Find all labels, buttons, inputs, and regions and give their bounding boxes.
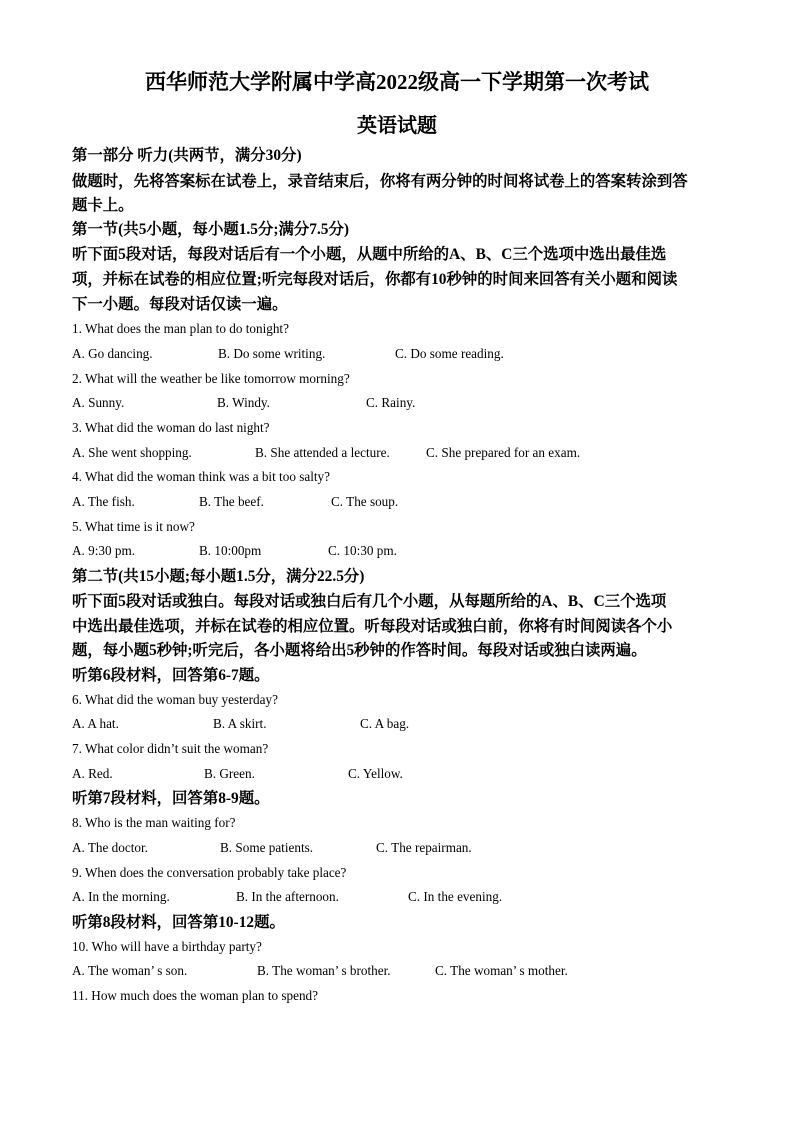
option-a: A. The woman’ s son. [72, 963, 188, 978]
options-row [72, 542, 722, 560]
section1-instructions-line: 下一小题。每段对话仅读一遍。 [72, 296, 288, 313]
material-heading: 听第8段材料，回答第10-12题。 [72, 914, 285, 931]
option-b: B. In the afternoon. [236, 889, 339, 904]
option-c: C. In the evening. [408, 889, 503, 904]
option-b: B. Do some writing. [218, 346, 326, 361]
instructions-line: 题卡上。 [72, 197, 134, 214]
option-b: B. She attended a lecture. [255, 445, 390, 460]
options-row [72, 962, 722, 980]
options-row [72, 839, 722, 857]
section1-instructions-line: 听下面5段对话，每段对话后有一个小题，从题中所给的A、B、C三个选项中选出最佳选 [72, 246, 667, 263]
question-stem: 4. What did the woman think was a bit too salty? [72, 469, 330, 484]
question-stem: 8. Who is the man waiting for? [72, 815, 236, 830]
option-b: B. Green. [204, 766, 255, 781]
option-a: A. Red. [72, 766, 113, 781]
part1-heading: 第一部分 听力(共两节，满分30分) [72, 147, 302, 164]
question-stem: 1. What does the man plan to do tonight? [72, 321, 289, 336]
options-row [72, 715, 722, 733]
option-c: C. She prepared for an exam. [426, 445, 581, 460]
options-row [72, 765, 722, 783]
options-row [72, 394, 722, 412]
option-c: C. Rainy. [366, 395, 416, 410]
section1-heading: 第一节(共5小题，每小题1.5分;满分7.5分) [72, 221, 350, 238]
question-stem: 7. What color didn’t suit the woman? [72, 741, 269, 756]
option-c: C. The soup. [331, 494, 399, 509]
options-row [72, 888, 722, 906]
material-heading: 听第7段材料，回答第8-9题。 [72, 790, 270, 807]
question-stem: 3. What did the woman do last night? [72, 420, 270, 435]
option-a: A. She went shopping. [72, 445, 192, 460]
option-b: B. Some patients. [220, 840, 314, 855]
option-c: C. Do some reading. [395, 346, 504, 361]
question-stem: 9. When does the conversation probably take place? [72, 865, 347, 880]
options-row [72, 493, 722, 511]
question-stem: 11. How much does the woman plan to spend? [72, 988, 318, 1003]
option-b: B. Windy. [217, 395, 270, 410]
options-row [72, 444, 722, 462]
exam-title: 西华师范大学附属中学高2022级高一下学期第一次考试 [145, 70, 649, 94]
option-a: A. Sunny. [72, 395, 125, 410]
option-c: C. The woman’ s mother. [435, 963, 568, 978]
option-a: A. 9:30 pm. [72, 543, 136, 558]
option-b: B. 10:00pm [199, 543, 262, 558]
instructions-line: 做题时，先将答案标在试卷上，录音结束后，你将有两分钟的时间将试卷上的答案转涂到答 [72, 173, 688, 190]
question-stem: 6. What did the woman buy yesterday? [72, 692, 278, 707]
option-c: C. A bag. [360, 716, 410, 731]
option-a: A. The fish. [72, 494, 135, 509]
option-b: B. A skirt. [213, 716, 267, 731]
option-b: B. The woman’ s brother. [257, 963, 391, 978]
material-heading: 听第6段材料，回答第6-7题。 [72, 667, 270, 684]
option-c: C. The repairman. [376, 840, 472, 855]
option-a: A. In the morning. [72, 889, 170, 904]
option-c: C. 10:30 pm. [328, 543, 397, 558]
option-a: A. Go dancing. [72, 346, 153, 361]
exam-subtitle: 英语试题 [357, 115, 437, 137]
option-b: B. The beef. [199, 494, 264, 509]
section2-instructions-line: 听下面5段对话或独白。每段对话或独白后有几个小题，从每题所给的A、B、C三个选项 [72, 593, 667, 610]
options-row [72, 345, 722, 363]
question-stem: 2. What will the weather be like tomorrow morning? [72, 371, 350, 386]
question-stem: 5. What time is it now? [72, 519, 195, 534]
section2-instructions-line: 题，每小题5秒钟;听完后，各小题将给出5秒钟的作答时间。每段对话或独白读两遍。 [72, 642, 647, 659]
option-c: C. Yellow. [348, 766, 403, 781]
option-a: A. The doctor. [72, 840, 148, 855]
section2-heading: 第二节(共15小题;每小题1.5分，满分22.5分) [72, 568, 365, 585]
section1-instructions-line: 项，并标在试卷的相应位置;听完每段对话后，你都有10秒钟的时间来回答有关小题和阅读 [72, 271, 678, 288]
question-stem: 10. Who will have a birthday party? [72, 939, 262, 954]
option-a: A. A hat. [72, 716, 119, 731]
section2-instructions-line: 中选出最佳选项，并标在试卷的相应位置。听每段对话或独白前，你将有时间阅读各个小 [72, 618, 673, 635]
